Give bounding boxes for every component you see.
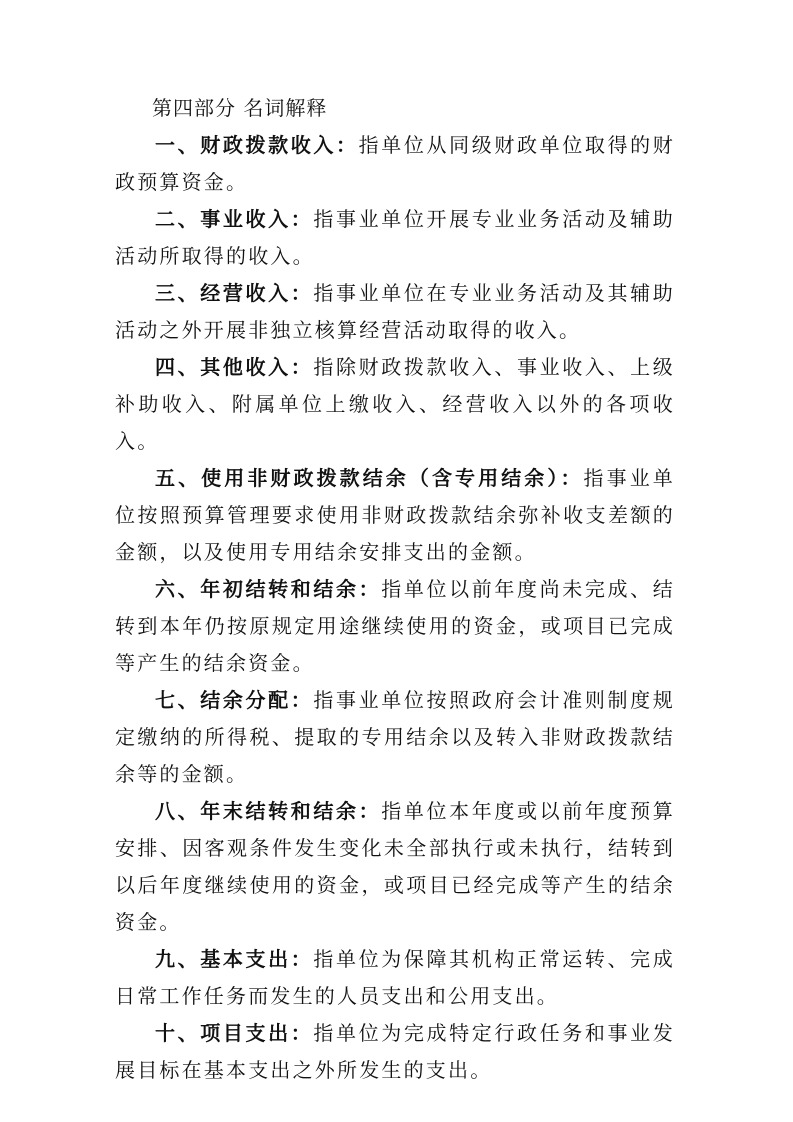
term-definition: 指单位为完成特定行政任务和事业发展目标在基本支出之外所发生的支出。 <box>115 1021 675 1082</box>
term-definition: 指单位以前年度尚未完成、结转到本年仍按原规定用途继续使用的资金，或项目已完成等产生的结余资金。 <box>115 577 676 675</box>
term-item <box>115 127 675 201</box>
term-item <box>115 682 675 793</box>
term-item <box>115 349 675 460</box>
term-definition: 指单位本年度或以前年度预算安排、因客观条件发生变化未全部执行或未执行，结转到以后年度继续使用的资金，或项目已经完成等产生的结余资金。 <box>115 799 676 934</box>
term-definition: 指单位从同级财政单位取得的财政预算资金。 <box>115 133 675 194</box>
term-label: 三、经营收入： <box>155 281 314 305</box>
term-definition: 指事业单位按照政府会计准则制度规定缴纳的所得税、提取的专用结余以及转入非财政拨款结余等的金额。 <box>115 688 675 786</box>
term-label: 五、使用非财政拨款结余（含专用结余）： <box>155 466 584 490</box>
term-item <box>115 460 675 571</box>
term-definition: 指事业单位按照预算管理要求使用非财政拨款结余弥补收支差额的金额，以及使用专用结余安排支出的金额。 <box>115 466 675 564</box>
term-definition: 指单位为保障其机构正常运转、完成日常工作任务而发生的人员支出和公用支出。 <box>115 947 675 1008</box>
term-item <box>115 793 675 941</box>
term-label: 八、年末结转和结余： <box>155 799 382 823</box>
term-definition: 指除财政拨款收入、事业收入、上级补助收入、附属单位上缴收入、经营收入以外的各项收入。 <box>115 355 675 453</box>
term-label: 九、基本支出： <box>155 947 314 971</box>
term-label: 十、项目支出： <box>155 1021 314 1045</box>
term-label: 七、结余分配： <box>155 688 314 712</box>
term-definition: 指事业单位开展专业业务活动及辅助活动所取得的收入。 <box>115 207 675 268</box>
term-label: 六、年初结转和结余： <box>155 577 382 601</box>
term-label: 四、其他收入： <box>155 355 314 379</box>
term-label: 一、财政拨款收入： <box>155 133 359 157</box>
term-item <box>115 571 675 682</box>
term-item <box>115 201 675 275</box>
term-definition: 指事业单位在专业业务活动及其辅助活动之外开展非独立核算经营活动取得的收入。 <box>115 281 675 342</box>
term-item <box>115 1015 675 1089</box>
term-item <box>115 941 675 1015</box>
section-title: 第四部分 名词解释 <box>152 96 328 120</box>
term-item <box>115 275 675 349</box>
term-label: 二、事业收入： <box>155 207 314 231</box>
